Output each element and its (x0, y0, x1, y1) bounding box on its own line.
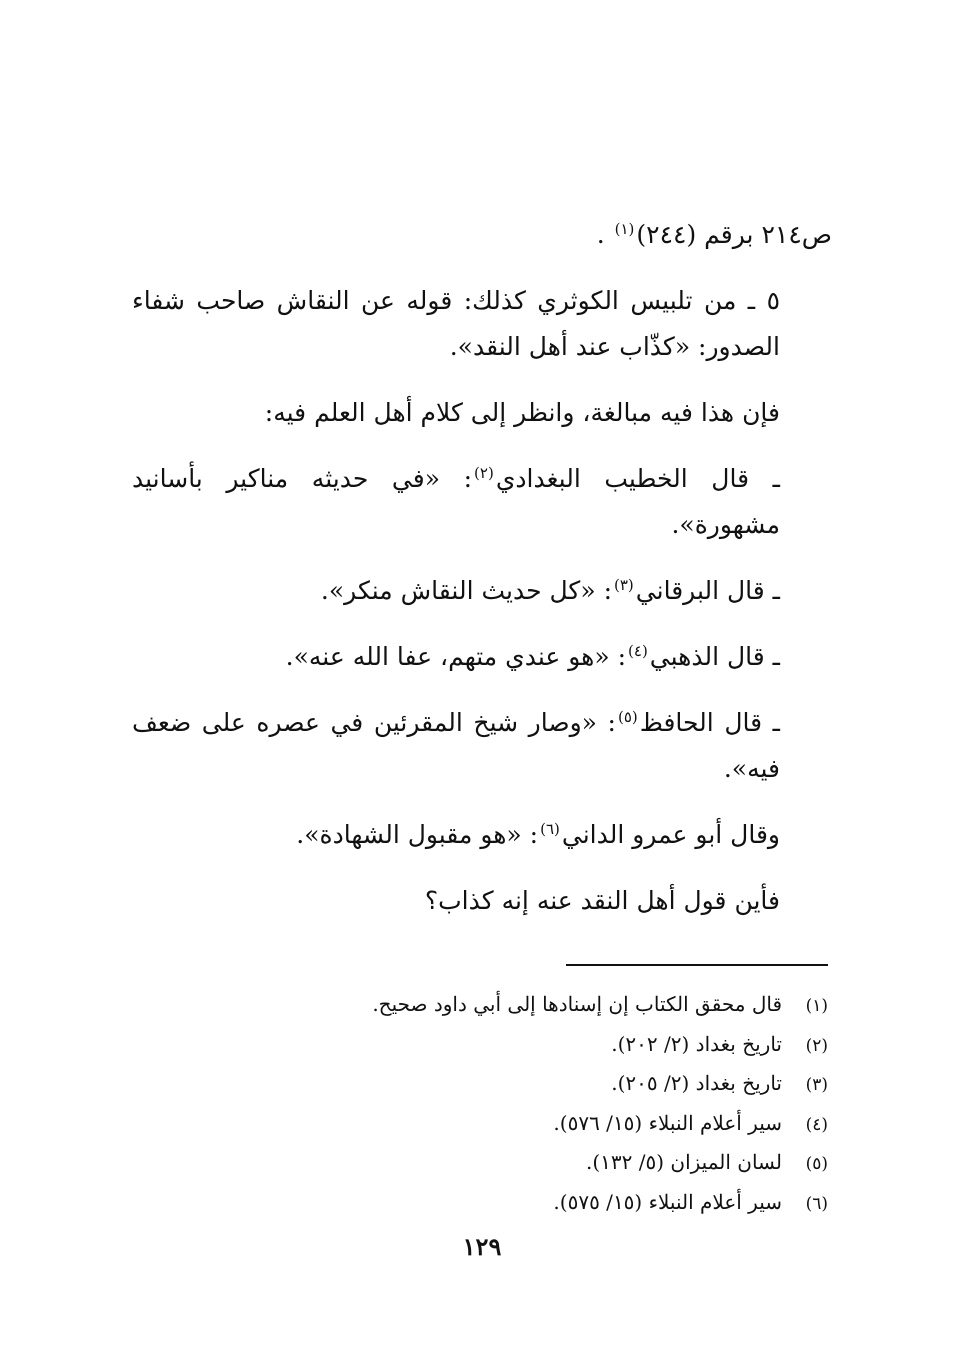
footnote-item (268, 1184, 828, 1224)
footnote-marker: (١) (614, 219, 635, 238)
quote-text: : «وصار شيخ المقرئين في عصره على ضعف فيه». (132, 708, 780, 783)
footnote-number: (٢) (805, 1035, 828, 1056)
paragraph-text: فأين قول أهل النقد عنه إنه كذاب؟ (424, 886, 780, 915)
paragraph-citation-continuation (132, 212, 832, 258)
footnote-item (268, 1105, 828, 1145)
footnote-number: (٣) (805, 1075, 828, 1095)
quote-attribution: ـ قال البرقاني (635, 576, 780, 605)
quote-attribution: ـ قال الذهبي (649, 642, 780, 671)
footnote-item (268, 1026, 828, 1066)
footnote-text: تاريخ بغداد (٢/ ٢٠٢). (611, 1031, 782, 1056)
footnotes-list (268, 986, 828, 1223)
paragraph-text: ٥ ـ من تلبيس الكوثري كذلك: قوله عن النقاش صاحب شفاء الصدور: «كذّاب عند أهل النقد». (132, 286, 780, 361)
quote-khatib-baghdadi (132, 456, 832, 548)
footnote-marker: (٥) (617, 707, 638, 726)
footnote-marker: (٢) (474, 463, 494, 482)
paragraph-tail: . (596, 220, 605, 249)
quote-text: : «هو مقبول الشهادة». (296, 820, 539, 849)
quote-dani (132, 812, 832, 858)
footnote-separator (566, 964, 828, 966)
footnote-item (268, 1065, 828, 1105)
footnote-marker: (٤) (628, 641, 648, 660)
quote-barqani (132, 568, 832, 614)
footnote-number: (٦) (805, 1193, 828, 1214)
footnote-text: لسان الميزان (٥/ ١٣٢). (585, 1150, 782, 1174)
paragraph-exaggeration-note (132, 390, 832, 436)
quote-dhahabi (132, 634, 832, 680)
footnote-marker: (٣) (614, 575, 634, 594)
paragraph-text: فإن هذا فيه مبالغة، وانظر إلى كلام أهل العلم فيه: (264, 398, 780, 427)
footnote-number: (٤) (805, 1114, 828, 1135)
quote-text: : «هو عندي متهم، عفا الله عنه». (285, 642, 627, 671)
page-number: ١٢٩ (462, 1232, 502, 1261)
quote-text: : «في حديثه مناكير بأسانيد مشهورة». (132, 464, 780, 539)
quote-attribution: وقال أبو عمرو الداني (561, 820, 780, 849)
footnote-text: تاريخ بغداد (٢/ ٢٠٥). (611, 1071, 782, 1095)
footnote-text: قال محقق الكتاب إن إسنادها إلى أبي داود صحيح. (372, 992, 782, 1016)
main-text (132, 212, 832, 944)
footnote-number: (١) (805, 996, 828, 1016)
quote-attribution: ـ قال الخطيب البغدادي (495, 464, 780, 493)
footnote-item (268, 1144, 828, 1184)
footnote-marker: (٦) (540, 819, 560, 838)
quote-hafiz (132, 700, 832, 792)
footnote-item (268, 986, 828, 1026)
paragraph-text: ص٢١٤ برقم (٢٤٤) (636, 220, 832, 249)
footnote-text: سير أعلام النبلاء (١٥/ ٥٧٥). (553, 1189, 782, 1214)
quote-text: : «كل حديث النقاش منكر». (320, 576, 612, 605)
closing-question (132, 878, 832, 924)
quote-attribution: ـ قال الحافظ (639, 708, 780, 737)
footnote-number: (٥) (805, 1154, 828, 1174)
footnote-text: سير أعلام النبلاء (١٥/ ٥٧٦). (553, 1110, 782, 1135)
paragraph-item-5 (132, 278, 832, 370)
